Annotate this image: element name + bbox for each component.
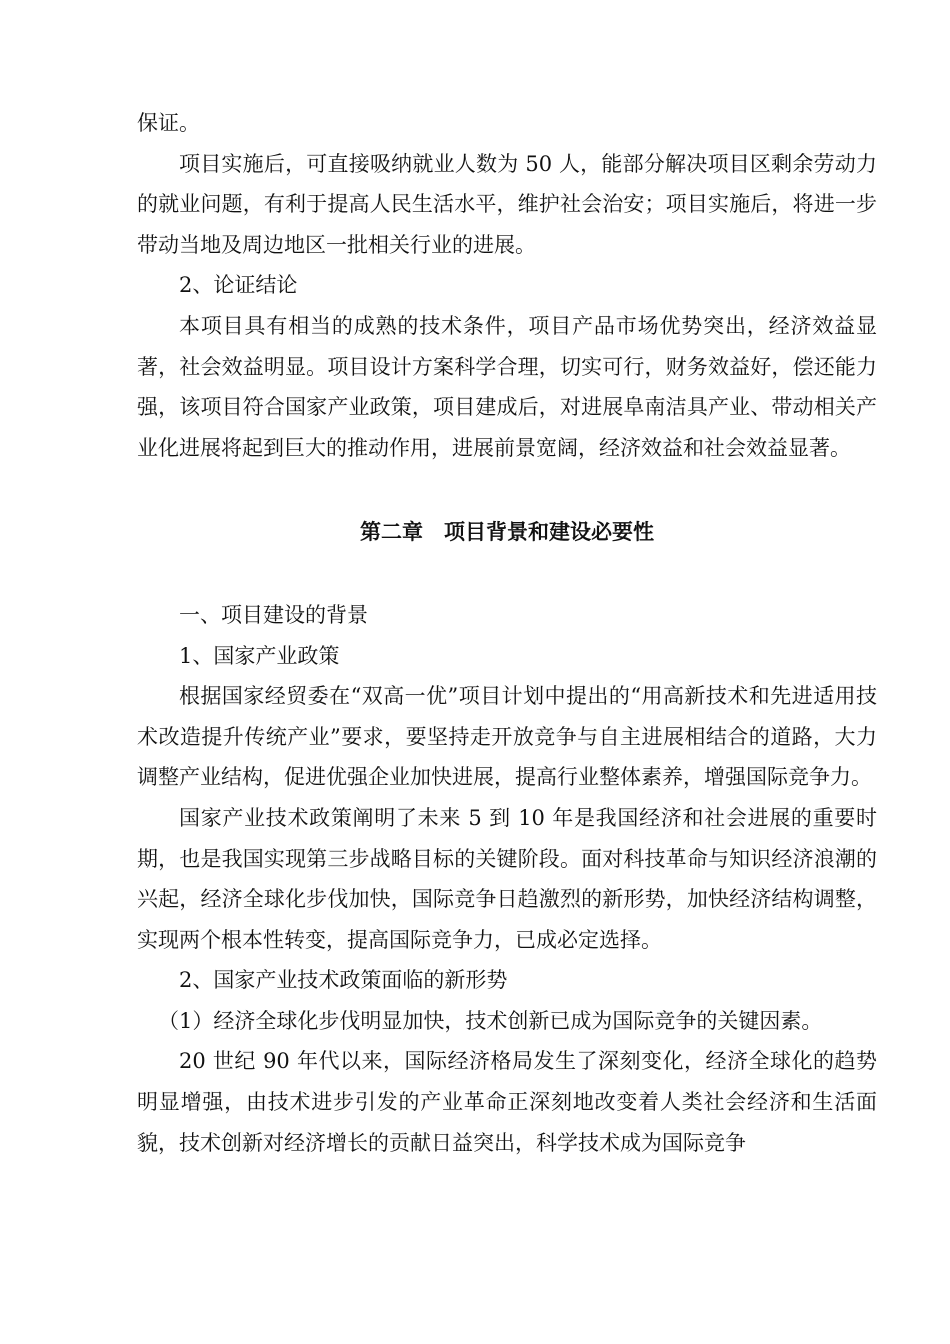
- paragraph-conclusion: 本项目具有相当的成熟的技术条件，项目产品市场优势突出，经济效益显著，社会效益明显。项目设计方案科学合理，切实可行，财务效益好，偿还能力强，该项目符合国家产业政策，项目建成后，对进展阜南洁具产业、带动相关产业化进展将起到巨大的推动作用，进展前景宽阔，经济效益和社会效益显著。: [137, 313, 877, 460]
- chapter-title: 第二章 项目背景和建设必要性: [360, 519, 654, 545]
- paragraph-employment: 项目实施后，可直接吸纳就业人数为 50 人，能部分解决项目区剩余劳动力的就业问题，有利于提高人民生活水平，维护社会治安；项目实施后，将进一步带动当地及周边地区一批相关行业的进展。: [137, 151, 877, 257]
- heading-policy: 1、国家产业政策: [179, 643, 340, 668]
- item-globalization: （1）经济全球化步伐明显加快，技术创新已成为国际竞争的关键因素。: [158, 1008, 823, 1033]
- heading-conclusion: 2、论证结论: [179, 273, 298, 298]
- paragraph-policy-1: 根据国家经贸委在“双高一优”项目计划中提出的“用高新技术和先进适用技术改造提升传统产业”要求，要坚持走开放竞争与自主进展相结合的道路，大力调整产业结构，促进优强企业加快进展，提高行业整体素养，增强国际竞争力。: [137, 684, 877, 790]
- paragraph-globalization: 20 世纪 90 年代以来，国际经济格局发生了深刻变化，经济全球化的趋势明显增强，由技术进步引发的产业革命正深刻地改变着人类社会经济和生活面貌，技术创新对经济增长的贡献日益突出，科学技术成为国际竞争: [137, 1049, 877, 1155]
- spacer: [137, 468, 877, 512]
- paragraph-policy-2: 国家产业技术政策阐明了未来 5 到 10 年是我国经济和社会进展的重要时期，也是我国实现第三步战略目标的关键阶段。面对科技革命与知识经济浪潮的兴起，经济全球化步伐加快，国际竞争日趋激烈的新形势，加快经济结构调整，实现两个根本性转变，提高国际竞争力，已成必定选择。: [137, 805, 877, 952]
- document-page: [137, 103, 877, 1163]
- paragraph-continuation: 保证。: [137, 111, 200, 135]
- heading-new-situation: 2、国家产业技术政策面临的新形势: [179, 968, 508, 993]
- section-heading-background: 一、项目建设的背景: [179, 602, 368, 627]
- spacer: [137, 553, 877, 595]
